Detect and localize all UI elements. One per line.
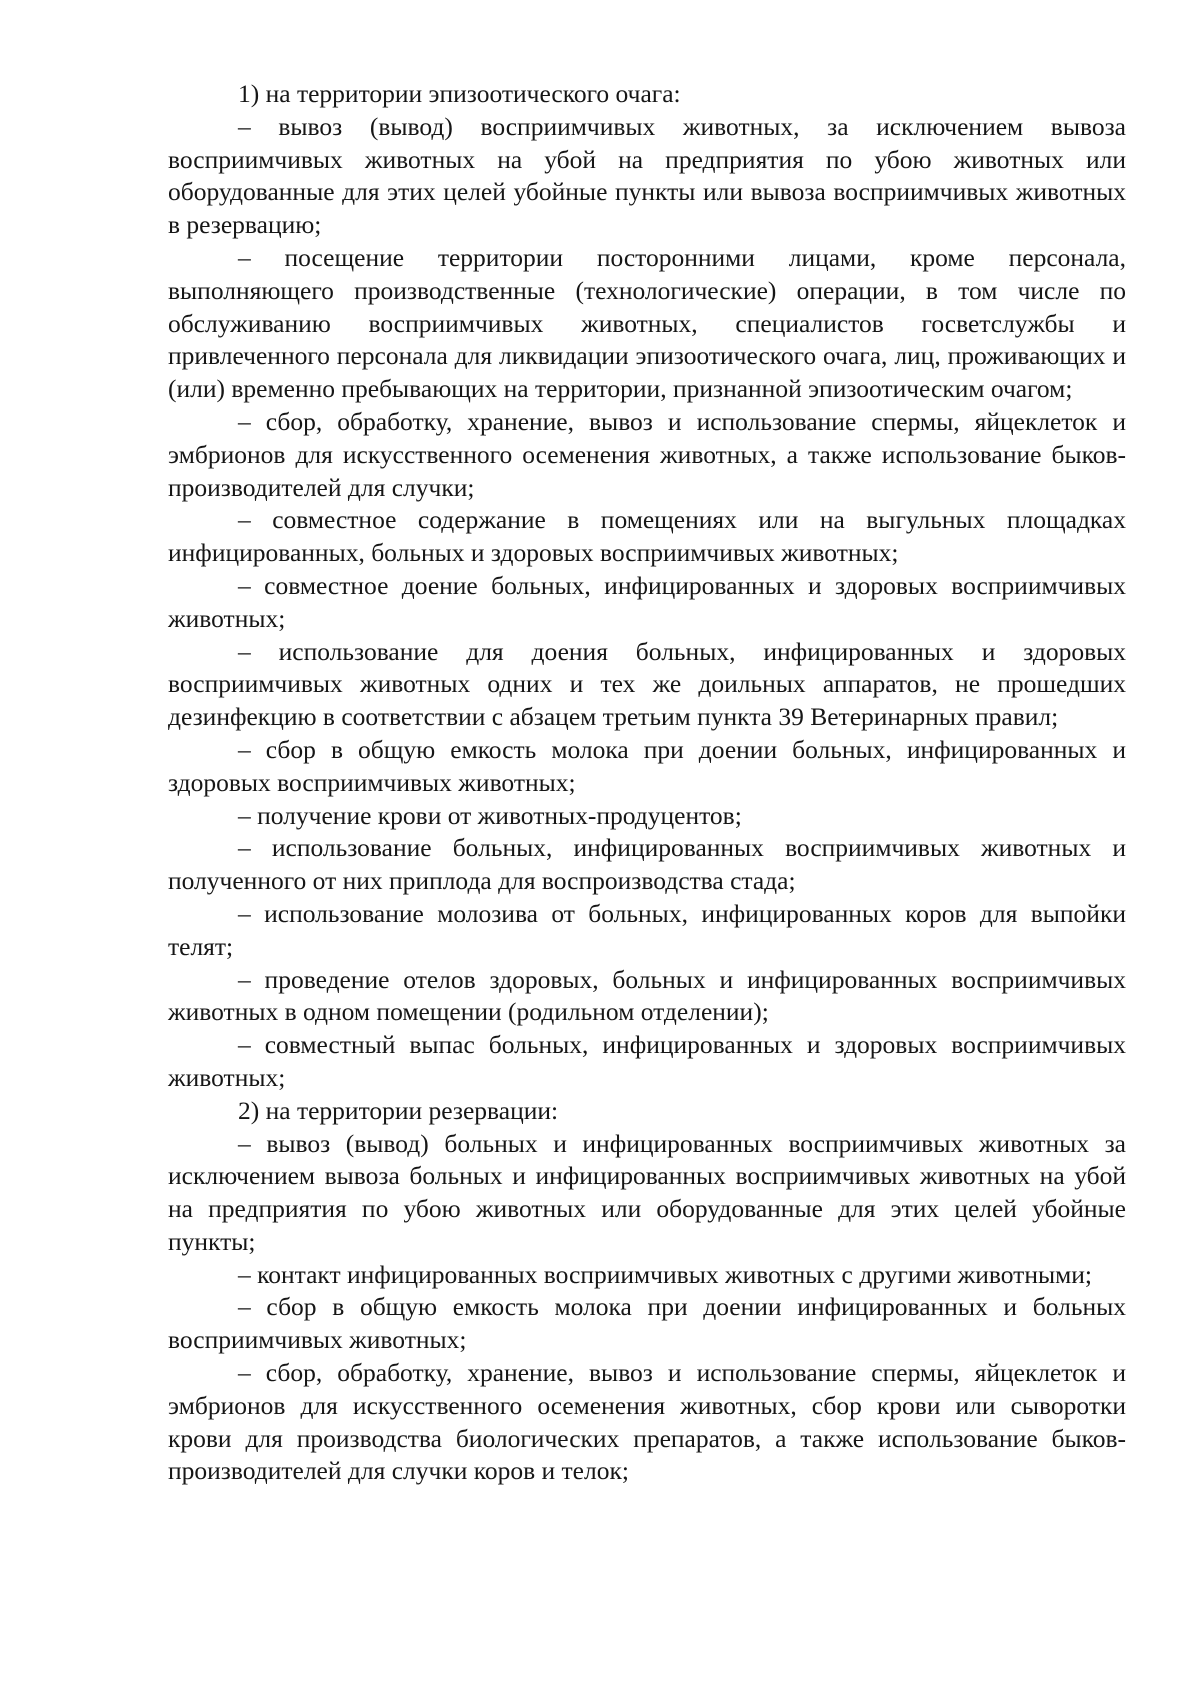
restriction-item: – сбор, обработку, хранение, вывоз и использование спермы, яйцеклеток и эмбрионов для искусственного осеменения животных, а также использование быков-производителей для случки; [168,406,1126,502]
restriction-item: – совместный выпас больных, инфицированных и здоровых восприимчивых животных; [168,1030,1126,1092]
restriction-item: – сбор в общую емкость молока при доении инфицированных и больных восприимчивых животных; [168,1292,1126,1355]
restriction-item: – вывоз (вывод) восприимчивых животных, за исключением вывоза восприимчивых животных на убой на предприятия по убою животных или оборудованные для этих целей убойные пункты или вывоза восприимчивых животных в резервацию; [168,111,1126,240]
section-heading-epizootic-focus: 1) на территории эпизоотического очага: [238,79,681,108]
restriction-item: – использование больных, инфицированных восприимчивых животных и полученного от них приплода для воспроизводства стада; [168,833,1126,896]
document-body [168,78,1126,1488]
restriction-item: – использование для доения больных, инфицированных и здоровых восприимчивых животных одних и тех же доильных аппаратов, не прошедших дезинфекцию в соответствии с абзацем третьим пункта 39 Ветеринарных правил; [168,636,1126,732]
restriction-item: – сбор, обработку, хранение, вывоз и использование спермы, яйцеклеток и эмбрионов для искусственного осеменения животных, сбор крови или сыворотки крови для производства биологических препаратов, а также использование быков-производителей для случки коров и телок; [168,1358,1126,1486]
restriction-item: – сбор в общую емкость молока при доении больных, инфицированных и здоровых восприимчивых животных; [168,734,1126,797]
restriction-item: – получение крови от животных-продуцентов; [238,800,742,830]
restriction-item: – совместное содержание в помещениях или на выгульных площадках инфицированных, больных и здоровых восприимчивых животных; [168,505,1126,568]
section-heading-reservation: 2) на территории резервации: [238,1095,559,1125]
restriction-item: – совместное доение больных, инфицированных и здоровых восприимчивых животных; [168,570,1126,633]
restriction-item: – посещение территории посторонними лицами, кроме персонала, выполняющего производственные (технологические) операции, в том числе по обслуживанию восприимчивых животных, специалистов госветслужбы и привлеченного персонала для ликвидации эпизоотического очага, лиц, проживающих и (или) временно пребывающих на территории, признанной эпизоотическим очагом; [168,242,1126,404]
restriction-item: – вывоз (вывод) больных и инфицированных восприимчивых животных за исключением вывоза больных и инфицированных восприимчивых животных на убой на предприятия по убою животных или оборудованные для этих целей убойные пункты; [168,1128,1126,1256]
restriction-item: – проведение отелов здоровых, больных и инфицированных восприимчивых животных в одном помещении (родильном отделении); [168,964,1126,1027]
restriction-item: – использование молозива от больных, инфицированных коров для выпойки телят; [168,898,1126,961]
restriction-item: – контакт инфицированных восприимчивых животных с другими животными; [238,1259,1092,1289]
